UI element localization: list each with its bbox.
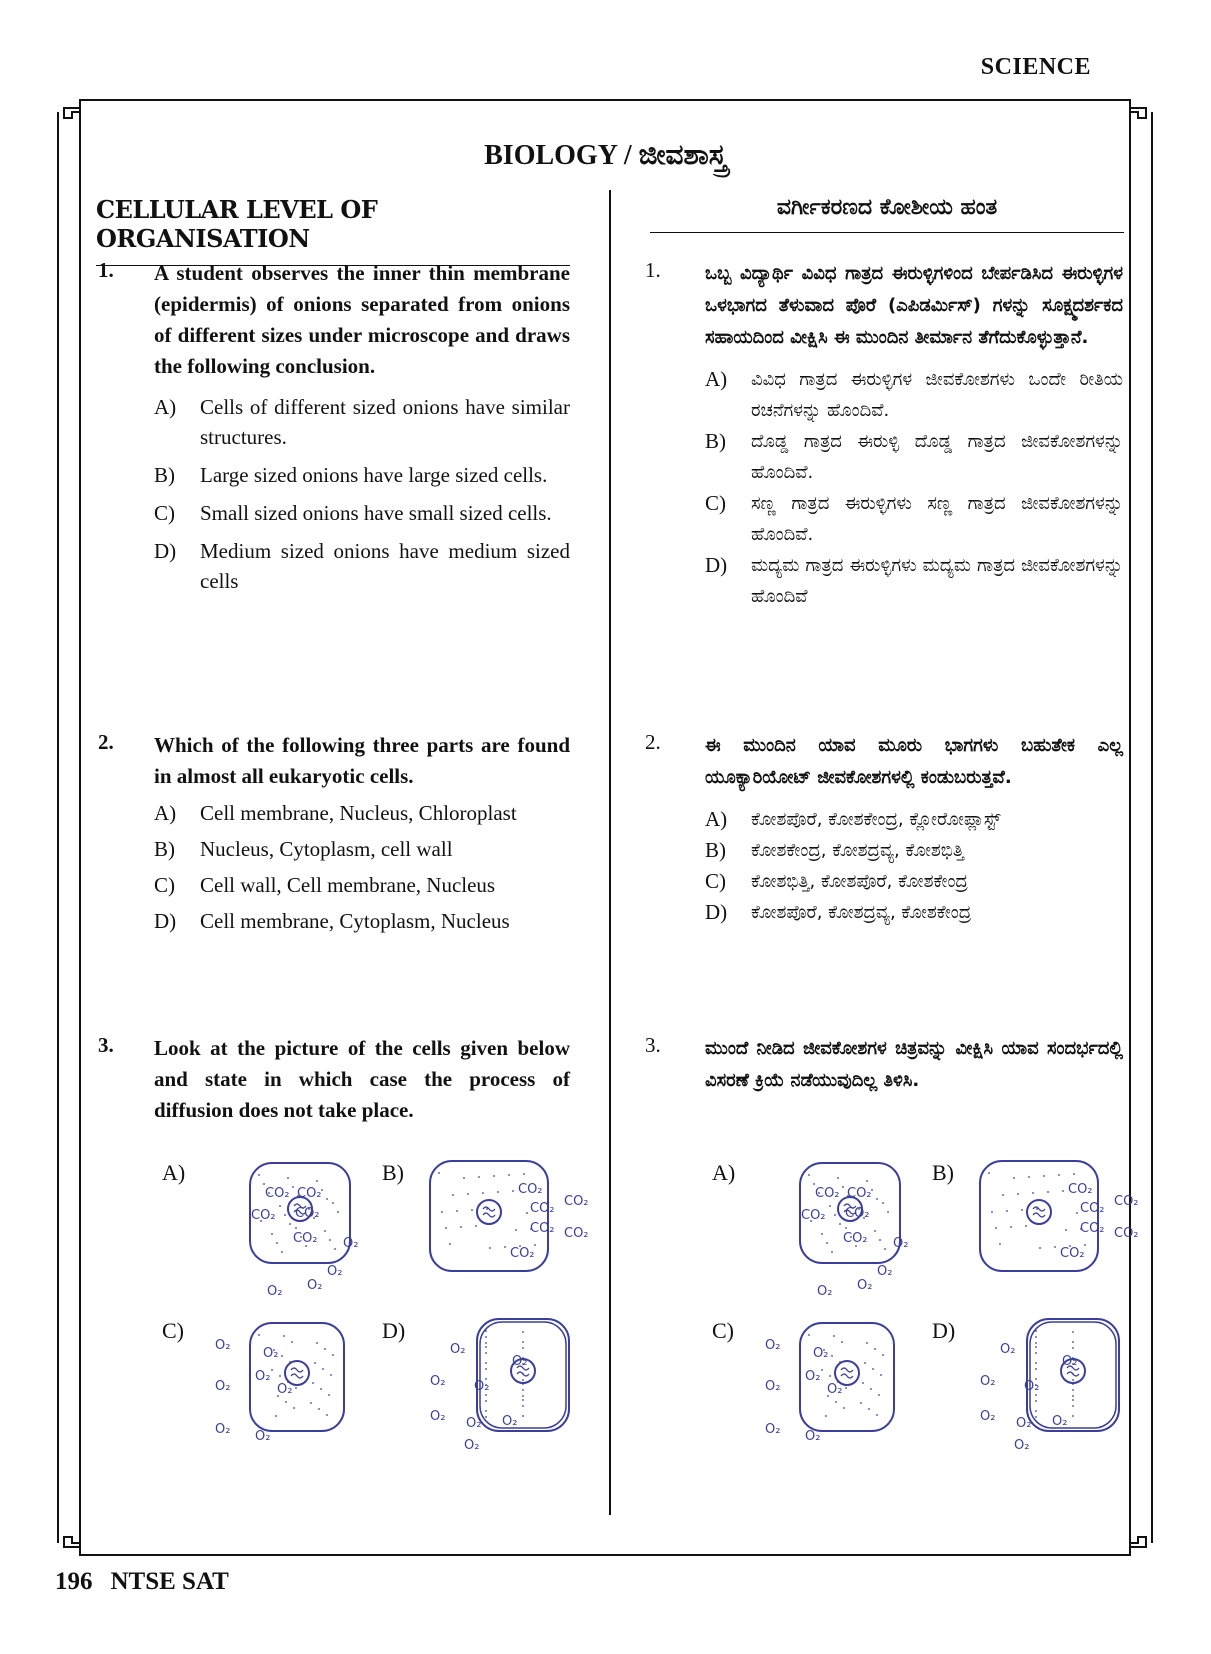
cytoplasm-dot — [291, 1341, 293, 1343]
nucleus — [1027, 1200, 1051, 1224]
page-number: 196 — [55, 1568, 93, 1595]
molecule-label: O₂ — [817, 1284, 833, 1299]
cytoplasm-dot — [831, 1355, 833, 1357]
cytoplasm-dot — [1028, 1176, 1030, 1178]
cytoplasm-dot — [826, 1242, 828, 1244]
cytoplasm-dot — [874, 1230, 876, 1232]
molecule-label: O₂ — [805, 1429, 821, 1444]
molecule-label: CO₂ — [510, 1246, 535, 1261]
cytoplasm-dot — [486, 1208, 488, 1210]
cytoplasm-dot — [879, 1239, 881, 1241]
cytoplasm-dot — [322, 1368, 324, 1370]
cytoplasm-dot — [1035, 1330, 1037, 1332]
cytoplasm-dot — [868, 1408, 870, 1410]
cell-figure-b — [420, 1155, 595, 1305]
option-b: B) ಕೋಶಕೇಂದ್ರ, ಕೋಶದ್ರವ್ಯ, ಕೋಶಭಿತ್ತಿ — [705, 838, 964, 862]
molecule-label: O₂ — [464, 1438, 480, 1453]
cytoplasm-dot — [1035, 1346, 1037, 1348]
molecule-label: O₂ — [255, 1429, 271, 1444]
chromatin — [841, 1368, 853, 1378]
cytoplasm-dot — [279, 1205, 281, 1207]
cytoplasm-dot — [324, 1348, 326, 1350]
cell-wall — [1030, 1322, 1116, 1428]
molecule-label: O₂ — [343, 1236, 359, 1251]
cytoplasm-dot — [866, 1180, 868, 1182]
cytoplasm-dot — [808, 1334, 810, 1336]
molecule-label: O₂ — [255, 1369, 271, 1384]
molecule-label: O₂ — [813, 1346, 829, 1361]
cytoplasm-dot — [884, 1248, 886, 1250]
option-d: D) Cell membrane, Cytoplasm, Nucleus — [154, 909, 510, 933]
molecule-label: O₂ — [215, 1379, 231, 1394]
molecule-label: O₂ — [1052, 1414, 1068, 1429]
figure-label-c: C) — [712, 1318, 734, 1343]
cytoplasm-dot — [821, 1369, 823, 1371]
molecule-label: CO₂ — [530, 1201, 555, 1216]
figure-label-c: C) — [162, 1318, 184, 1343]
cytoplasm-dot — [887, 1211, 889, 1213]
cytoplasm-dot — [878, 1394, 880, 1396]
cytoplasm-dot — [1058, 1174, 1060, 1176]
cytoplasm-dot — [324, 1230, 326, 1232]
molecule-label: O₂ — [827, 1382, 843, 1397]
cell-figure-a — [205, 1155, 380, 1305]
option-d: D) ಮದ್ಯಮ ಗಾತ್ರದ ಈರುಳ್ಳಿಗಳು ಮದ್ಯಮ ಗಾತ್ರದ ಜೀವಕೋಶಗಳನ್ನು ಹೊಂದಿವೆ — [705, 553, 1123, 607]
cytoplasm-dot — [864, 1362, 866, 1364]
figure-label-b: B) — [932, 1160, 954, 1185]
cytoplasm-dot — [289, 1223, 291, 1225]
figure-label-a: A) — [712, 1160, 736, 1185]
molecule-label: O₂ — [215, 1338, 231, 1353]
cytoplasm-dot — [813, 1183, 815, 1185]
molecule-label: O₂ — [267, 1284, 283, 1299]
cytoplasm-dot — [292, 1186, 294, 1188]
figure-label-b: B) — [382, 1160, 404, 1185]
question-number: 3. — [98, 1033, 114, 1057]
molecule-label: CO₂ — [1068, 1182, 1093, 1197]
cytoplasm-dot — [295, 1227, 297, 1229]
cytoplasm-dot — [258, 1174, 260, 1176]
option-a: A) ಕೋಶಪೊರೆ, ಕೋಶಕೇಂದ್ರ, ಕ್ಲೋರೋಪ್ಲಾಸ್ಟ್ — [705, 807, 1001, 831]
english-question-2 — [98, 730, 570, 936]
molecule-label: CO₂ — [297, 1186, 322, 1201]
cytoplasm-dot — [279, 1375, 281, 1377]
kannada-question-2 — [645, 730, 1123, 928]
cytoplasm-dot — [318, 1408, 320, 1410]
chromatin — [483, 1207, 495, 1217]
english-heading: CELLULAR LEVEL OF ORGANISATION — [96, 195, 570, 266]
cytoplasm-dot — [862, 1382, 864, 1384]
cytoplasm-dot — [328, 1394, 330, 1396]
chromatin — [1033, 1207, 1045, 1217]
option-c: C) Cell wall, Cell membrane, Nucleus — [154, 873, 496, 897]
cytoplasm-dot — [485, 1362, 487, 1364]
cytoplasm-dot — [295, 1387, 297, 1389]
cytoplasm-dot — [1032, 1192, 1034, 1194]
cytoplasm-dot — [283, 1335, 285, 1337]
cytoplasm-dot — [1025, 1225, 1027, 1227]
cell-figure-c — [205, 1313, 380, 1463]
molecule-label: O₂ — [307, 1278, 323, 1293]
cytoplasm-dot — [275, 1415, 277, 1417]
cytoplasm-dot — [821, 1233, 823, 1235]
cytoplasm-dot — [320, 1388, 322, 1390]
cytoplasm-dot — [441, 1211, 443, 1213]
molecule-label: O₂ — [327, 1264, 343, 1279]
cytoplasm-dot — [829, 1375, 831, 1377]
cytoplasm-dot — [1072, 1399, 1074, 1401]
cytoplasm-dot — [882, 1354, 884, 1356]
cytoplasm-dot — [334, 1248, 336, 1250]
cytoplasm-dot — [1072, 1341, 1074, 1343]
cytoplasm-dot — [834, 1214, 836, 1216]
cytoplasm-dot — [845, 1227, 847, 1229]
molecule-label: O₂ — [512, 1354, 528, 1369]
page-title: BIOLOGY / ಜೀವಶಾಸ್ತ್ರ — [484, 140, 727, 171]
molecule-label: CO₂ — [251, 1208, 276, 1223]
question-text: A student observes the inner thin membrane (epidermis) of onions separated from onions of different sizes under microscope and draws the following conclusion. — [154, 261, 570, 378]
cytoplasm-dot — [316, 1342, 318, 1344]
cytoplasm-dot — [497, 1191, 499, 1193]
cell-wall — [480, 1322, 566, 1428]
cytoplasm-dot — [310, 1402, 312, 1404]
molecule-label: CO₂ — [518, 1182, 543, 1197]
cytoplasm-dot — [271, 1369, 273, 1371]
option-c: C) ಕೋಶಭಿತ್ತಿ, ಕೋಶಪೊರೆ, ಕೋಶಕೇಂದ್ರ — [705, 869, 968, 893]
cytoplasm-dot — [1047, 1191, 1049, 1193]
figure-label-d: D) — [932, 1318, 956, 1343]
cytoplasm-dot — [467, 1193, 469, 1195]
chromatin — [291, 1368, 303, 1378]
cytoplasm-dot — [1072, 1373, 1074, 1375]
molecule-label: CO₂ — [564, 1226, 589, 1241]
cytoplasm-dot — [866, 1342, 868, 1344]
cytoplasm-dot — [522, 1341, 524, 1343]
cytoplasm-dot — [860, 1402, 862, 1404]
cytoplasm-dot — [289, 1361, 291, 1363]
cytoplasm-dot — [876, 1198, 878, 1200]
cytoplasm-dot — [485, 1400, 487, 1402]
cytoplasm-dot — [995, 1227, 997, 1229]
cell-figure-d — [420, 1313, 595, 1463]
cytoplasm-dot — [1035, 1342, 1037, 1344]
cytoplasm-dot — [522, 1373, 524, 1375]
cytoplasm-dot — [876, 1414, 878, 1416]
cytoplasm-dot — [1054, 1246, 1056, 1248]
molecule-label: O₂ — [215, 1422, 231, 1437]
cytoplasm-dot — [839, 1223, 841, 1225]
cytoplasm-dot — [287, 1177, 289, 1179]
cytoplasm-dot — [1006, 1210, 1008, 1212]
cytoplasm-dot — [1065, 1229, 1067, 1231]
cytoplasm-dot — [271, 1233, 273, 1235]
cytoplasm-dot — [316, 1180, 318, 1182]
cytoplasm-dot — [485, 1368, 487, 1370]
option-a: A) ವಿವಿಧ ಗಾತ್ರದ ಈರುಳ್ಳಿಗಳ ಜೀವಕೋಶಗಳು ಒಂದೇ ರೀತಿಯ ರಚನೆಗಳನ್ನು ಹೊಂದಿವೆ. — [705, 367, 1123, 421]
cytoplasm-dot — [326, 1198, 328, 1200]
cytoplasm-dot — [485, 1394, 487, 1396]
molecule-label: O₂ — [857, 1278, 873, 1293]
cytoplasm-dot — [829, 1205, 831, 1207]
cytoplasm-dot — [1072, 1405, 1074, 1407]
molecule-label: CO₂ — [265, 1186, 290, 1201]
molecule-label: CO₂ — [801, 1208, 826, 1223]
molecule-label: O₂ — [1062, 1354, 1078, 1369]
cytoplasm-dot — [1036, 1208, 1038, 1210]
cytoplasm-dot — [312, 1382, 314, 1384]
question-text: Look at the picture of the cells given below and state in which case the process of diffusion does not take place. — [154, 1036, 570, 1122]
kannada-question-3 — [645, 1033, 1123, 1097]
cytoplasm-dot — [1072, 1379, 1074, 1381]
cytoplasm-dot — [471, 1209, 473, 1211]
cytoplasm-dot — [1013, 1177, 1015, 1179]
cytoplasm-dot — [485, 1346, 487, 1348]
molecule-label: CO₂ — [1114, 1226, 1139, 1241]
cytoplasm-dot — [1039, 1247, 1041, 1249]
question-number: 3. — [645, 1033, 661, 1057]
cytoplasm-dot — [999, 1243, 1001, 1245]
cytoplasm-dot — [1035, 1336, 1037, 1338]
cytoplasm-dot — [1035, 1416, 1037, 1418]
molecule-label: O₂ — [1024, 1379, 1040, 1394]
cytoplasm-dot — [337, 1211, 339, 1213]
cell-figure-c — [755, 1313, 930, 1463]
cytoplasm-dot — [991, 1211, 993, 1213]
question-text: ಈ ಮುಂದಿನ ಯಾವ ಮೂರು ಭಾಗಗಳು ಬಹುತೇಕ ಎಲ್ಲ ಯೂಕ್ಯಾರಿಯೋಟ್ ಜೀವಕೋಶಗಳಲ್ಲಿ ಕಂಡುಬರುತ್ತವೆ. — [705, 735, 1123, 788]
option-b: B) Nucleus, Cytoplasm, cell wall — [154, 837, 453, 861]
cell-membrane — [1027, 1319, 1119, 1431]
molecule-label: O₂ — [980, 1409, 996, 1424]
molecule-label: O₂ — [277, 1382, 293, 1397]
cytoplasm-dot — [512, 1190, 514, 1192]
molecule-label: O₂ — [765, 1422, 781, 1437]
figure-label-a: A) — [162, 1160, 186, 1185]
cytoplasm-dot — [330, 1374, 332, 1376]
molecule-label: O₂ — [1014, 1438, 1030, 1453]
cytoplasm-dot — [526, 1212, 528, 1214]
cytoplasm-dot — [522, 1379, 524, 1381]
cytoplasm-dot — [874, 1348, 876, 1350]
cytoplasm-dot — [460, 1226, 462, 1228]
cytoplasm-dot — [281, 1251, 283, 1253]
kannada-question-1 — [645, 258, 1123, 612]
cytoplasm-dot — [522, 1389, 524, 1391]
option-c: C) Small sized onions have small sized cells. — [154, 501, 552, 525]
molecule-label: CO₂ — [530, 1221, 555, 1236]
cytoplasm-dot — [332, 1354, 334, 1356]
cytoplasm-dot — [841, 1341, 843, 1343]
molecule-label: O₂ — [474, 1379, 490, 1394]
question-number: 2. — [98, 730, 114, 754]
cytoplasm-dot — [880, 1374, 882, 1376]
cytoplasm-dot — [1035, 1352, 1037, 1354]
molecule-label: O₂ — [430, 1374, 446, 1389]
cytoplasm-dot — [478, 1176, 480, 1178]
molecule-label: CO₂ — [843, 1231, 868, 1246]
cytoplasm-dot — [314, 1362, 316, 1364]
molecule-label: O₂ — [466, 1416, 482, 1431]
molecule-label: CO₂ — [293, 1231, 318, 1246]
cytoplasm-dot — [839, 1361, 841, 1363]
cytoplasm-dot — [1002, 1194, 1004, 1196]
cytoplasm-dot — [449, 1243, 451, 1245]
cytoplasm-dot — [1021, 1209, 1023, 1211]
cytoplasm-dot — [522, 1383, 524, 1385]
nucleus — [477, 1200, 501, 1224]
cytoplasm-dot — [508, 1174, 510, 1176]
option-a: A) Cells of different sized onions have similar structures. — [154, 395, 570, 449]
molecule-label: CO₂ — [1114, 1194, 1139, 1209]
question-number: 1. — [645, 258, 661, 282]
molecule-label: CO₂ — [815, 1186, 840, 1201]
cytoplasm-dot — [1072, 1383, 1074, 1385]
cytoplasm-dot — [1035, 1368, 1037, 1370]
cytoplasm-dot — [485, 1410, 487, 1412]
cytoplasm-dot — [522, 1331, 524, 1333]
molecule-label: O₂ — [980, 1374, 996, 1389]
cytoplasm-dot — [833, 1335, 835, 1337]
cytoplasm-dot — [825, 1415, 827, 1417]
cytoplasm-dot — [284, 1214, 286, 1216]
molecule-label: O₂ — [765, 1379, 781, 1394]
cell-membrane — [477, 1319, 569, 1431]
molecule-label: CO₂ — [1080, 1201, 1105, 1216]
molecule-label: O₂ — [765, 1338, 781, 1353]
cytoplasm-dot — [329, 1239, 331, 1241]
cytoplasm-dot — [504, 1246, 506, 1248]
cytoplasm-dot — [463, 1177, 465, 1179]
cytoplasm-dot — [870, 1388, 872, 1390]
molecule-label: O₂ — [1000, 1342, 1016, 1357]
cytoplasm-dot — [1035, 1410, 1037, 1412]
cytoplasm-dot — [522, 1415, 524, 1417]
cytoplasm-dot — [456, 1210, 458, 1212]
cytoplasm-dot — [522, 1347, 524, 1349]
column-divider — [609, 190, 611, 1515]
figure-label-d: D) — [382, 1318, 406, 1343]
cytoplasm-dot — [1072, 1347, 1074, 1349]
cell-figure-d — [970, 1313, 1145, 1463]
cytoplasm-dot — [1072, 1389, 1074, 1391]
question-text: Which of the following three parts are found in almost all eukaryotic cells. — [154, 733, 570, 788]
molecule-label: O₂ — [893, 1236, 909, 1251]
cytoplasm-dot — [522, 1399, 524, 1401]
question-number: 2. — [645, 730, 661, 754]
cytoplasm-dot — [445, 1227, 447, 1229]
cytoplasm-dot — [882, 1202, 884, 1204]
cytoplasm-dot — [523, 1173, 525, 1175]
cytoplasm-dot — [522, 1395, 524, 1397]
cytoplasm-dot — [485, 1416, 487, 1418]
molecule-label: CO₂ — [1080, 1221, 1105, 1236]
cytoplasm-dot — [1073, 1173, 1075, 1175]
cytoplasm-dot — [258, 1334, 260, 1336]
question-number: 1. — [98, 258, 114, 282]
kannada-heading: ವರ್ಗೀಕರಣದ ಕೋಶೀಯ ಹಂತ — [650, 195, 1124, 233]
molecule-label: O₂ — [450, 1342, 466, 1357]
cytoplasm-dot — [489, 1247, 491, 1249]
cytoplasm-dot — [452, 1194, 454, 1196]
molecule-label: O₂ — [502, 1414, 518, 1429]
option-a: A) Cell membrane, Nucleus, Chloroplast — [154, 801, 517, 825]
option-b: B) ದೊಡ್ಡ ಗಾತ್ರದ ಈರುಳ್ಳಿ ದೊಡ್ಡ ಗಾತ್ರದ ಜೀವಕೋಶಗಳನ್ನು ಹೊಂದಿವೆ. — [705, 429, 1123, 483]
molecule-label: O₂ — [430, 1409, 446, 1424]
molecule-label: CO₂ — [1060, 1246, 1085, 1261]
molecule-label: O₂ — [877, 1264, 893, 1279]
cell-figure-a — [755, 1155, 930, 1305]
cytoplasm-dot — [1062, 1190, 1064, 1192]
cytoplasm-dot — [515, 1229, 517, 1231]
cytoplasm-dot — [1035, 1394, 1037, 1396]
cytoplasm-dot — [522, 1405, 524, 1407]
cytoplasm-dot — [1076, 1212, 1078, 1214]
cytoplasm-dot — [872, 1368, 874, 1370]
cytoplasm-dot — [485, 1352, 487, 1354]
cytoplasm-dot — [263, 1183, 265, 1185]
cytoplasm-dot — [808, 1174, 810, 1176]
cytoplasm-dot — [1072, 1331, 1074, 1333]
cytoplasm-dot — [831, 1251, 833, 1253]
cytoplasm-dot — [475, 1225, 477, 1227]
molecule-label: CO₂ — [295, 1206, 320, 1221]
cytoplasm-dot — [438, 1172, 440, 1174]
cytoplasm-dot — [482, 1192, 484, 1194]
cytoplasm-dot — [493, 1175, 495, 1177]
cytoplasm-dot — [332, 1202, 334, 1204]
option-d: D) ಕೋಶಪೊರೆ, ಕೋಶದ್ರವ್ಯ, ಕೋಶಕೇಂದ್ರ — [705, 900, 972, 924]
molecule-label: O₂ — [1016, 1416, 1032, 1431]
cytoplasm-dot — [988, 1172, 990, 1174]
cytoplasm-dot — [845, 1387, 847, 1389]
cytoplasm-dot — [835, 1401, 837, 1403]
cytoplasm-dot — [285, 1401, 287, 1403]
cytoplasm-dot — [842, 1186, 844, 1188]
cytoplasm-dot — [485, 1342, 487, 1344]
english-question-1 — [98, 258, 570, 596]
cytoplasm-dot — [485, 1330, 487, 1332]
book-title: NTSE SAT — [110, 1568, 229, 1595]
option-d: D) Medium sized onions have medium sized cells — [154, 539, 570, 593]
question-text: ಮುಂದೆ ನೀಡಿದ ಜೀವಕೋಶಗಳ ಚಿತ್ರವನ್ನು ವೀಕ್ಷಿಸಿ ಯಾವ ಸಂದರ್ಭದಲ್ಲಿ ವಿಸರಣೆ ಕ್ರಿಯೆ ನಡೆಯುವುದಿಲ್ಲ ತಿಳಿಸಿ. — [705, 1038, 1123, 1091]
subject-header: SCIENCE — [980, 54, 1091, 80]
cytoplasm-dot — [281, 1355, 283, 1357]
cytoplasm-dot — [485, 1336, 487, 1338]
cytoplasm-dot — [837, 1177, 839, 1179]
cell-figure-b — [970, 1155, 1145, 1305]
option-c: C) ಸಣ್ಣ ಗಾತ್ರದ ಈರುಳ್ಳಿಗಳು ಸಣ್ಣ ಗಾತ್ರದ ಜೀವಕೋಶಗಳನ್ನು ಹೊಂದಿವೆ. — [705, 491, 1123, 545]
cytoplasm-dot — [1035, 1400, 1037, 1402]
cytoplasm-dot — [1043, 1175, 1045, 1177]
cytoplasm-dot — [293, 1407, 295, 1409]
cytoplasm-dot — [1072, 1395, 1074, 1397]
molecule-label: O₂ — [805, 1369, 821, 1384]
molecule-label: CO₂ — [847, 1186, 872, 1201]
cytoplasm-dot — [1035, 1362, 1037, 1364]
molecule-label: O₂ — [263, 1346, 279, 1361]
question-text: ಒಬ್ಬ ವಿದ್ಯಾರ್ಥಿ ವಿವಿಧ ಗಾತ್ರದ ಈರುಳ್ಳಿಗಳಿಂದ ಬೇರ್ಪಡಿಸಿದ ಈರುಳ್ಳಿಗಳ ಒಳಭಾಗದ ತೆಳುವಾದ ಪೊರೆ (ಎಪಿಡರ್ಮಿಸ್) ಗಳನ್ನು ಸೂಕ್ಷ್ಮದರ್ಶಕದ ಸಹಾಯದಿಂದ ವೀಕ್ಷಿಸಿ ಈ ಮುಂದಿನ ತೀರ್ಮಾನ ತೆಗೆದುಕೊಳ್ಳುತ್ತಾನೆ. — [705, 263, 1123, 348]
molecule-label: CO₂ — [845, 1206, 870, 1221]
cytoplasm-dot — [1072, 1415, 1074, 1417]
cytoplasm-dot — [326, 1414, 328, 1416]
cytoplasm-dot — [1017, 1193, 1019, 1195]
english-question-3 — [98, 1033, 570, 1126]
cytoplasm-dot — [843, 1407, 845, 1409]
molecule-label: CO₂ — [564, 1194, 589, 1209]
cytoplasm-dot — [1010, 1226, 1012, 1228]
cytoplasm-dot — [276, 1242, 278, 1244]
option-b: B) Large sized onions have large sized cells. — [154, 463, 548, 487]
